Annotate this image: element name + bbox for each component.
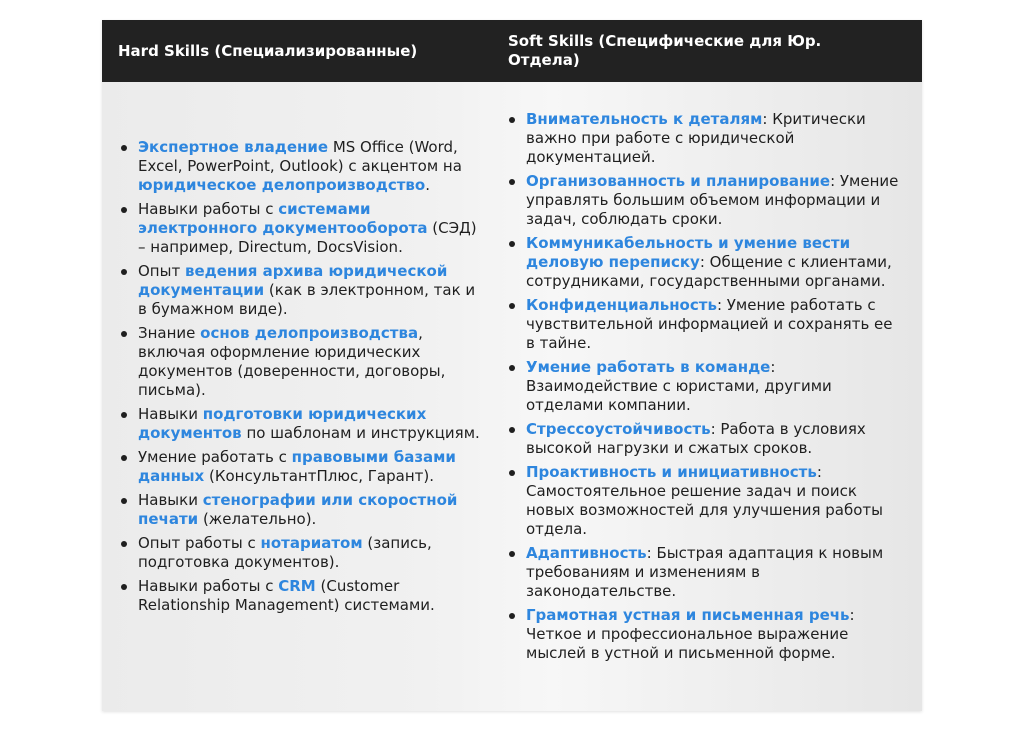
skill-text: : Работа в условиях высокой нагрузки и сжатых сроков. (526, 420, 866, 457)
hard-skill-item (120, 405, 488, 443)
bullet-icon (509, 365, 515, 371)
skill-text: : Общение с клиентами, сотрудниками, государственными органами. (526, 253, 892, 290)
skill-keyword: основ делопроизводства (200, 324, 419, 342)
soft-skill-item (508, 544, 904, 601)
skill-text: : Критически важно при работе с юридической документацией. (526, 110, 866, 166)
skill-text: (Customer Relationship Management) системами. (138, 577, 435, 614)
skill-keyword: Грамотная устная и письменная речь (526, 606, 850, 624)
skill-text: (КонсультантПлюс, Гарант). (204, 467, 434, 485)
skill-keyword: Внимательность к деталям (526, 110, 763, 128)
skill-text: , включая оформление юридических документов (доверенности, договоры, письма). (138, 324, 446, 399)
skill-keyword: Организованность и планирование (526, 172, 831, 190)
bullet-icon (121, 207, 127, 213)
skill-text: (СЭД) – например, Directum, DocsVision. (138, 219, 477, 256)
skill-text: : Четкое и профессиональное выражение мыслей в устной и письменной форме. (526, 606, 855, 662)
skill-text: (запись, подготовка документов). (138, 534, 432, 571)
bullet-icon (121, 145, 127, 151)
skill-text: Умение работать с (138, 448, 292, 466)
bullet-icon (121, 584, 127, 590)
bullet-icon (509, 303, 515, 309)
table-body (102, 82, 922, 711)
skill-keyword: Экспертное владение (138, 138, 329, 156)
skill-text: Навыки работы с (138, 577, 279, 595)
skill-text: Опыт работы с (138, 534, 261, 552)
skill-keyword: стенографии или скоростной печати (138, 491, 458, 528)
skill-text: Опыт (138, 262, 185, 280)
hard-skill-item (120, 491, 488, 529)
soft-skill-item (508, 606, 904, 663)
hard-skill-item (120, 200, 488, 257)
bullet-icon (121, 331, 127, 337)
bullet-icon (121, 412, 127, 418)
soft-skills-list (508, 110, 904, 663)
skill-text: MS Office (Word, Excel, PowerPoint, Outlook) с акцентом на (138, 138, 462, 175)
soft-skill-item (508, 296, 904, 353)
bullet-icon (509, 241, 515, 247)
bullet-icon (509, 551, 515, 557)
skill-keyword: юридическое делопроизводство (138, 176, 426, 194)
skill-text: Навыки (138, 491, 203, 509)
bullet-icon (121, 269, 127, 275)
hard-skill-item (120, 262, 488, 319)
skill-keyword: Проактивность и инициативность (526, 463, 817, 481)
bullet-icon (121, 498, 127, 504)
skill-text: (желательно). (198, 510, 317, 528)
soft-skill-item (508, 358, 904, 415)
hard-skill-item (120, 324, 488, 400)
skill-keyword: системами электронного документооборота (138, 200, 428, 237)
skill-text: . (425, 176, 430, 194)
hard-skill-item (120, 138, 488, 195)
bullet-icon (121, 455, 127, 461)
skill-keyword: Умение работать в команде (526, 358, 771, 376)
bullet-icon (509, 613, 515, 619)
soft-skill-item (508, 234, 904, 291)
skill-text: Навыки работы с (138, 200, 279, 218)
skill-text: (как в электронном, так и в бумажном виде). (138, 281, 476, 318)
skill-text: : Взаимодействие с юристами, другими отделами компании. (526, 358, 832, 414)
skill-keyword: Коммуникабельность и умение вести деловую переписку (526, 234, 851, 271)
bullet-icon (509, 470, 515, 476)
skill-keyword: подготовки юридических документов (138, 405, 427, 442)
skills-table (102, 20, 922, 711)
header-hard-skills: Hard Skills (Специализированные) (118, 41, 418, 60)
skill-keyword: правовыми базами данных (138, 448, 456, 485)
hard-skill-item (120, 448, 488, 486)
table-header (102, 20, 922, 82)
hard-skills-list (120, 138, 488, 615)
skill-text: : Умение управлять большим объемом информации и задач, соблюдать сроки. (526, 172, 899, 228)
skill-text: : Умение работать с чувствительной информацией и сохранять ее в тайне. (526, 296, 893, 352)
bullet-icon (509, 179, 515, 185)
bullet-icon (509, 117, 515, 123)
hard-skills-column (102, 82, 508, 711)
soft-skills-column (508, 82, 922, 711)
hard-skill-item (120, 577, 488, 615)
skill-text: : Быстрая адаптация к новым требованиям и изменениям в законодательстве. (526, 544, 884, 600)
soft-skill-item (508, 110, 904, 167)
header-soft-skills: Soft Skills (Специфические для Юр. Отдела) (508, 32, 822, 69)
skill-keyword: Стрессоустойчивость (526, 420, 711, 438)
skill-keyword: CRM (278, 577, 316, 595)
bullet-icon (121, 541, 127, 547)
soft-skill-item (508, 463, 904, 539)
skill-keyword: Адаптивность (526, 544, 647, 562)
skill-text: по шаблонам и инструкциям. (241, 424, 480, 442)
skill-keyword: ведения архива юридической документации (138, 262, 448, 299)
soft-skill-item (508, 420, 904, 458)
skill-text: Знание (138, 324, 201, 342)
skill-keyword: Конфиденциальность (526, 296, 717, 314)
skill-text: : Самостоятельное решение задач и поиск новых возможностей для улучшения работы отдела. (526, 463, 884, 538)
bullet-icon (509, 427, 515, 433)
hard-skill-item (120, 534, 488, 572)
skill-keyword: нотариатом (260, 534, 363, 552)
soft-skill-item (508, 172, 904, 229)
skill-text: Навыки (138, 405, 203, 423)
